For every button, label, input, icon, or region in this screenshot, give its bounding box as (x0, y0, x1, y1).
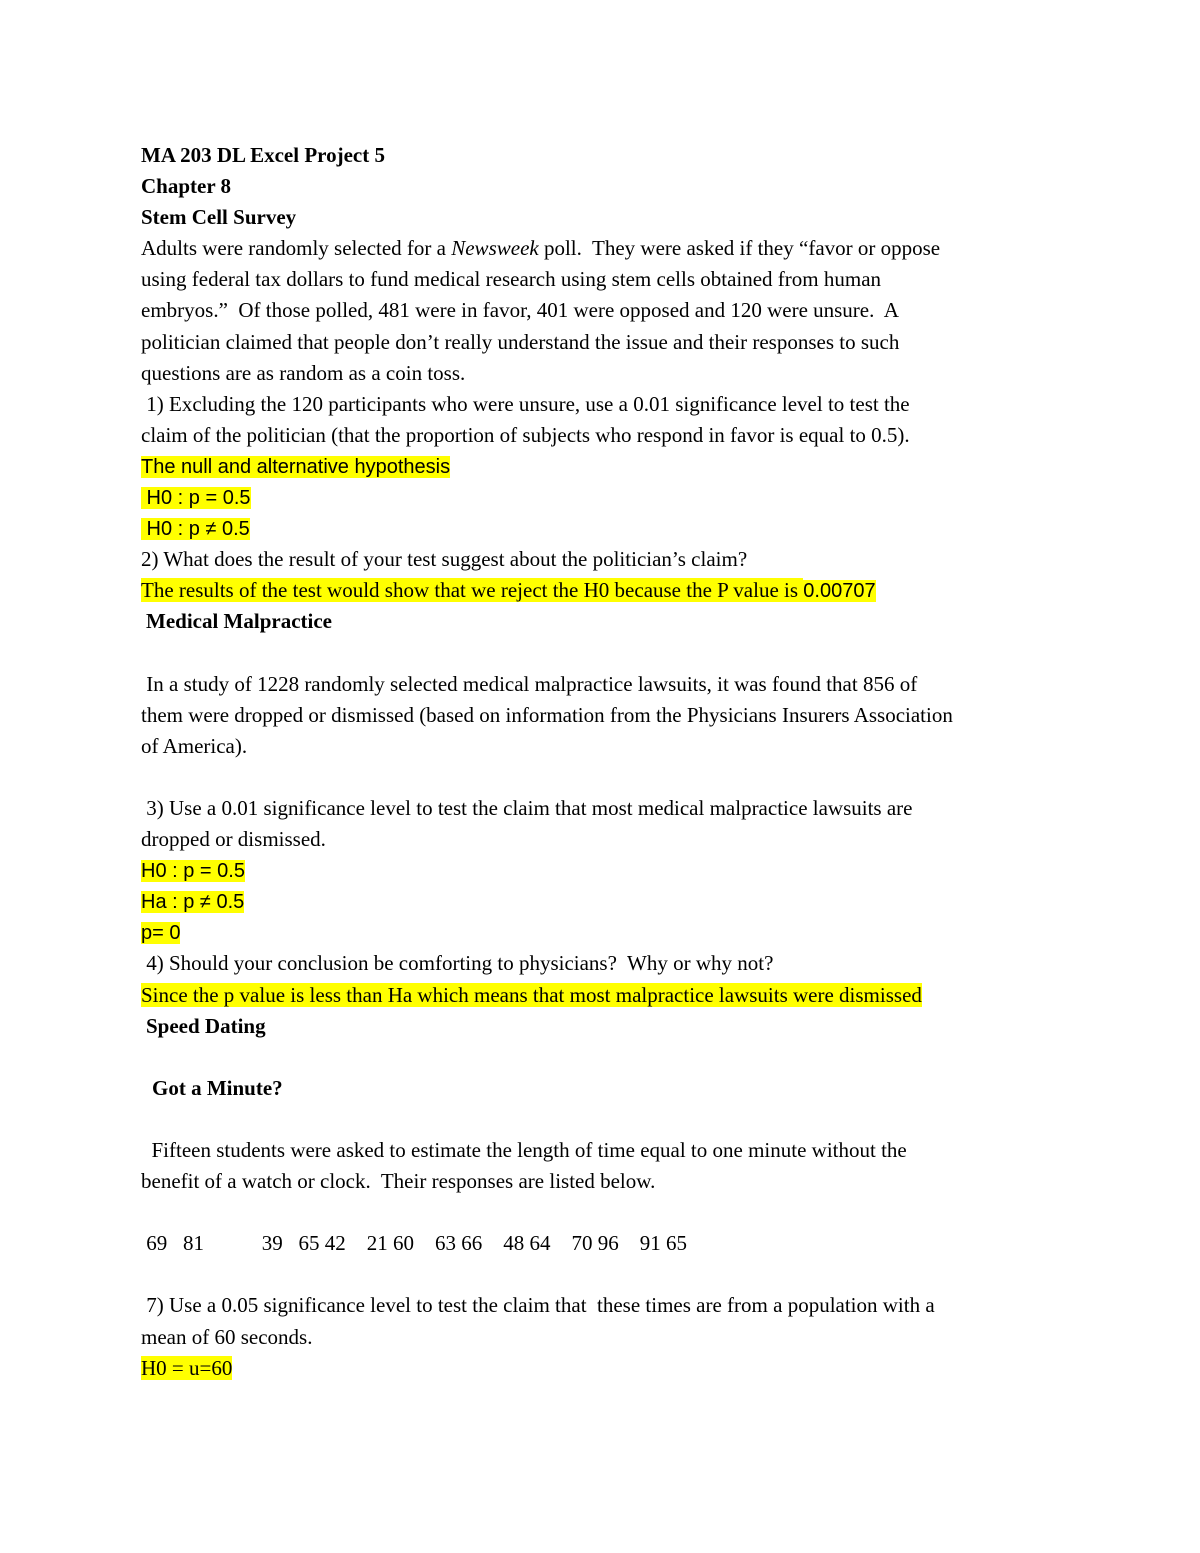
answer-3-p-value: p= 0 (141, 922, 181, 945)
malpractice-heading: Medical Malpractice (146, 609, 333, 634)
responses-list: 69 81 39 65 42 21 60 63 66 48 64 70 96 91 65 (141, 1231, 687, 1256)
stem-cell-intro-line-2: using federal tax dollars to fund medical research using stem cells obtained from human (141, 267, 882, 292)
question-1-line-1: 1) Excluding the 120 participants who were unsure, use a 0.01 significance level to test the (141, 391, 910, 416)
spacer (141, 1042, 1071, 1073)
answer-7: H0 = u=60 (141, 1355, 233, 1380)
chapter-heading: Chapter 8 (141, 174, 232, 199)
stem-cell-intro-line-4: politician claimed that people don’t really understand the issue and their responses to such (141, 329, 900, 354)
document-page (141, 140, 1071, 1384)
question-4: 4) Should your conclusion be comforting to physicians? Why or why not? (141, 951, 774, 976)
answer-3-null-hypothesis: H0 : p = 0.5 (141, 860, 245, 883)
minute-intro-line-2: benefit of a watch or clock. Their responses are listed below. (141, 1169, 656, 1194)
stem-cell-intro-line-3: embryos.” Of those polled, 481 were in favor, 401 were opposed and 120 were unsure. A (141, 298, 899, 323)
speed-dating-heading: Speed Dating (146, 1013, 266, 1038)
question-2: 2) What does the result of your test suggest about the politician’s claim? (141, 547, 748, 572)
answer-4: Since the p value is less than Ha which means that most malpractice lawsuits were dismissed (141, 982, 922, 1007)
question-3-line-1: 3) Use a 0.01 significance level to test the claim that most medical malpractice lawsuits are (141, 795, 913, 820)
answer-2: The results of the test would show that we reject the H0 because the P value is 0.00707 (141, 578, 876, 603)
question-7-line-1: 7) Use a 0.05 significance level to test the claim that these times are from a population with a (141, 1293, 935, 1318)
answer-1-heading: The null and alternative hypothesis (141, 455, 451, 478)
question-1-line-2: claim of the politician (that the proportion of subjects who respond in favor is equal to 0.5). (141, 422, 910, 447)
answer-1-alt-hypothesis: H0 : p ≠ 0.5 (141, 518, 250, 541)
newsweek-italic: Newsweek (451, 236, 539, 261)
question-7-line-2: mean of 60 seconds. (141, 1324, 313, 1349)
question-3-line-2: dropped or dismissed. (141, 827, 326, 852)
document-title: MA 203 DL Excel Project 5 (141, 143, 385, 167)
stem-cell-intro-line-1: Adults were randomly selected for a Newsweek poll. They were asked if they “favor or oppose (141, 236, 941, 261)
spacer (141, 1197, 1071, 1228)
answer-1-null-hypothesis: H0 : p = 0.5 (141, 487, 251, 510)
got-a-minute-heading: Got a Minute? (152, 1075, 283, 1100)
spacer (141, 1259, 1071, 1290)
answer-3-alt-hypothesis: Ha : p ≠ 0.5 (141, 891, 245, 914)
stem-cell-heading: Stem Cell Survey (141, 205, 297, 230)
spacer (141, 1104, 1071, 1135)
malpractice-intro-line-3: of America). (141, 733, 248, 758)
stem-cell-intro-line-5: questions are as random as a coin toss. (141, 360, 466, 385)
minute-intro-line-1: Fifteen students were asked to estimate the length of time equal to one minute without the (141, 1138, 907, 1162)
malpractice-intro-line-2: them were dropped or dismissed (based on information from the Physicians Insurers Association (141, 702, 953, 727)
spacer (141, 762, 1071, 793)
spacer (141, 638, 1071, 669)
malpractice-intro-line-1: In a study of 1228 randomly selected medical malpractice lawsuits, it was found that 856 of (141, 671, 918, 696)
